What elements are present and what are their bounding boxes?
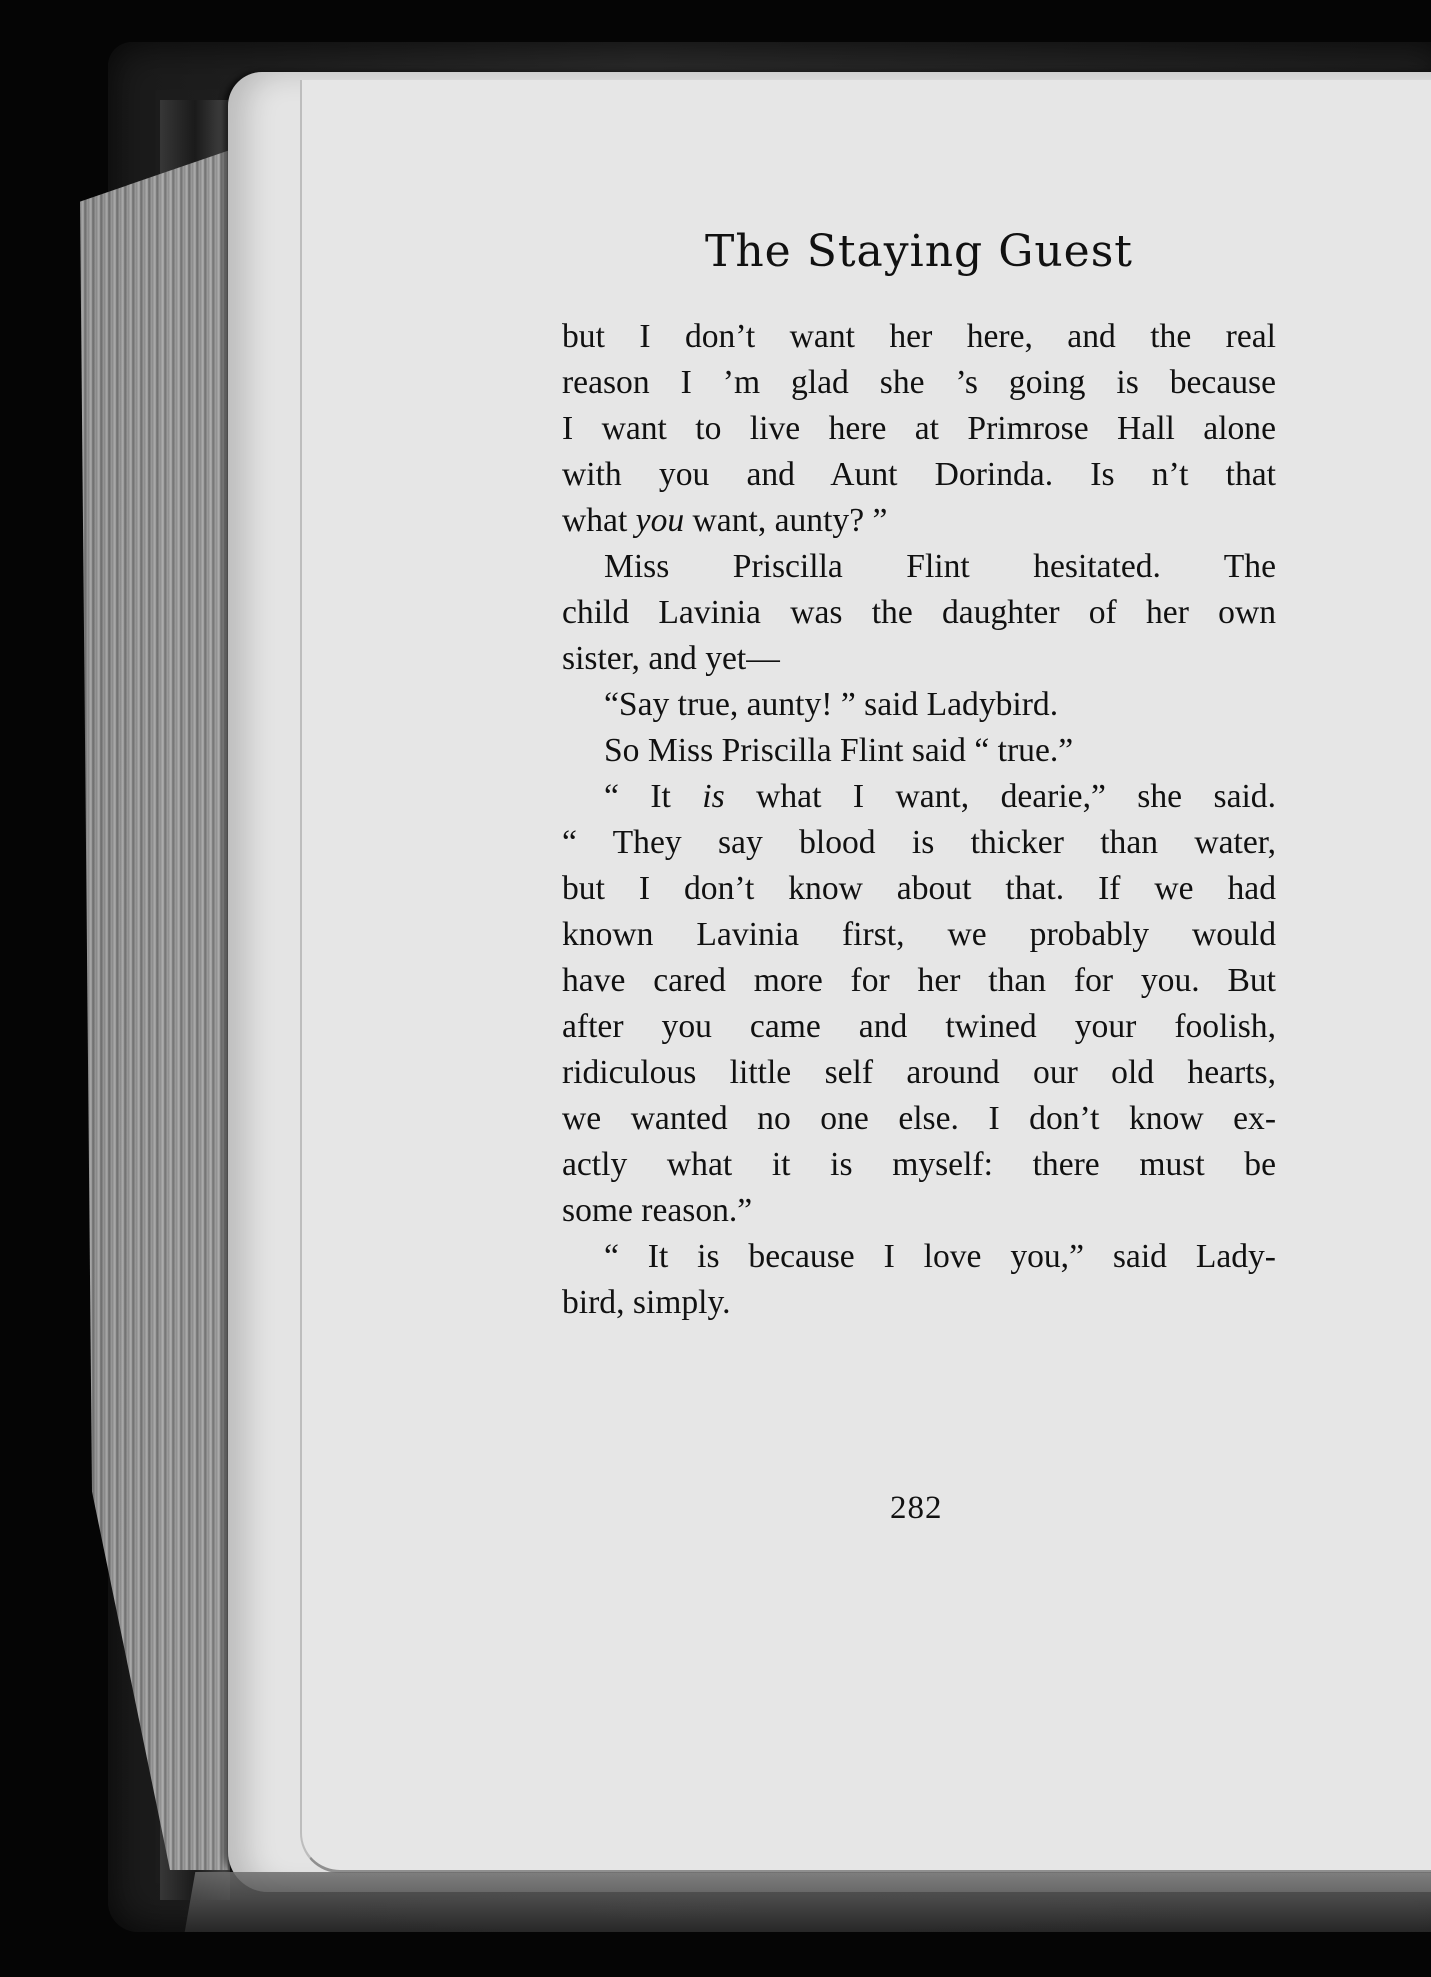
text-line: ridiculous little self around our old hearts, — [562, 1054, 1276, 1091]
text-fragment: want, aunty? ” — [684, 502, 888, 539]
text-fragment: what — [562, 502, 636, 539]
page-bottom-edge — [185, 1872, 1431, 1932]
body-text — [562, 314, 1276, 1326]
text-line: some reason.” — [562, 1192, 753, 1229]
text-line: with you and Aunt Dorinda. Is n’t that — [562, 456, 1276, 493]
running-head: The Staying Guest — [705, 226, 1133, 277]
text-line: but I don’t know about that. If we had — [562, 870, 1276, 907]
text-line — [562, 774, 1276, 820]
text-fragment: what I want, dearie,” she said. — [724, 778, 1276, 815]
text-line: I want to live here at Primrose Hall alone — [562, 410, 1276, 447]
text-line: “Say true, aunty! ” said Ladybird. — [604, 686, 1059, 723]
text-line: but I don’t want her here, and the real — [562, 318, 1276, 355]
text-line: we wanted no one else. I don’t know ex- — [562, 1100, 1276, 1137]
text-line: reason I ’m glad she ’s going is because — [562, 364, 1276, 401]
text-line: “ It is because I love you,” said Lady- — [604, 1238, 1276, 1275]
text-line: actly what it is myself: there must be — [562, 1146, 1276, 1183]
page-number: 282 — [890, 1490, 943, 1526]
text-line: after you came and twined your foolish, — [562, 1008, 1276, 1045]
text-line: So Miss Priscilla Flint said “ true.” — [604, 732, 1074, 769]
italic-word: is — [702, 778, 725, 815]
text-line: “ They say blood is thicker than water, — [562, 824, 1276, 861]
page-edges — [80, 150, 230, 1870]
text-line: bird, simply. — [562, 1284, 731, 1321]
text-line — [562, 498, 1276, 544]
text-fragment: “ It — [604, 778, 703, 815]
text-line: known Lavinia first, we probably would — [562, 916, 1276, 953]
text-line: have cared more for her than for you. But — [562, 962, 1276, 999]
text-line: sister, and yet— — [562, 640, 780, 677]
italic-word: you — [635, 502, 685, 539]
text-line: Miss Priscilla Flint hesitated. The — [604, 548, 1276, 585]
text-line: child Lavinia was the daughter of her own — [562, 594, 1276, 631]
